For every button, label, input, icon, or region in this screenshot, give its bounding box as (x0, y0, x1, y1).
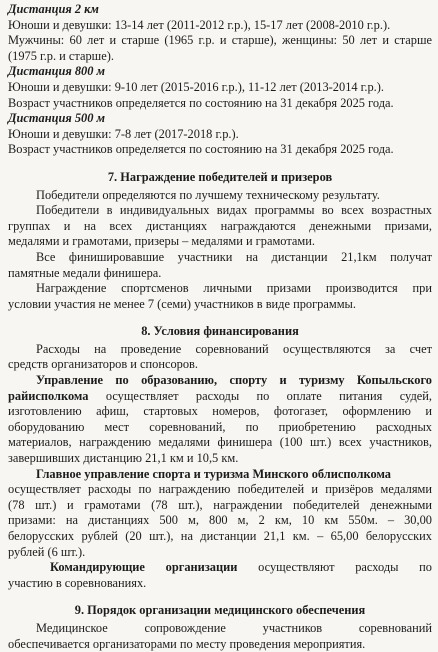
distance-line: Мужчины: 60 лет и старше (1965 г.р. и старше), женщины: 50 лет и старше (8, 33, 432, 48)
paragraph-line: Медицинское сопровождение участников соревнований (36, 620, 432, 635)
paragraph-line (8, 467, 432, 483)
distance-line: Возраст участников определяется по состоянию на 31 декабря 2025 года. (8, 95, 394, 110)
organization-name: Управление по образованию, спорту и туризму Копыльского (36, 373, 432, 388)
paragraph-line: условии участия не менее 7 (семи) участников в виде программы. (8, 296, 356, 311)
paragraph-line: Награждение спортсменов личными призами производится при (36, 281, 432, 296)
section-awards (8, 170, 432, 312)
distance-title: Дистанция 500 м (8, 111, 106, 126)
organization-name: Командирующие организации (50, 560, 238, 575)
section-financing (8, 324, 432, 591)
paragraph-line (8, 389, 432, 405)
distance-title: Дистанция 2 км (8, 2, 99, 16)
distance-line: Возраст участников определяется по состоянию на 31 декабря 2025 года. (8, 142, 394, 157)
paragraph-line: памятные медали финишера. (8, 265, 162, 280)
section-heading: 8. Условия финансирования (141, 324, 299, 339)
paragraph-line: призами: на дистанциях 500 м, 800 м, 2 км, 10 км 550м. – 30,00 (8, 513, 432, 528)
paragraph-line: осуществляет расходы по награждению победителей и призёров медалями (8, 482, 432, 497)
paragraph-line (8, 373, 432, 389)
distance-line: Юноши и девушки: 9-10 лет (2015-2016 г.р.), 11-12 лет (2013-2014 г.р.). (8, 79, 384, 94)
paragraph-line: оборудованию мест соревнований, по приобретению расходных (8, 419, 432, 434)
distance-line: Юноши и девушки: 13-14 лет (2011-2012 г.р.), 15-17 лет (2008-2010 г.р.). (8, 17, 391, 32)
distance-line: Юноши и девушки: 7-8 лет (2017-2018 г.р.). (8, 126, 239, 141)
paragraph-text: осуществляют расходы по (237, 560, 433, 575)
paragraph-line: Все финишировавшие участники на дистанции 21,1км получат (36, 249, 432, 264)
paragraph-line: Расходы на проведение соревнований осуществляются за счет (36, 341, 432, 356)
paragraph-line: белорусских рублей (20 шт.), на дистанции 21,1 км. – 65,00 белорусских (8, 529, 432, 543)
paragraph-line: изготовлению афиш, стартовых номеров, фотогазет, оформлению и (8, 404, 432, 419)
paragraph-line: завершивших дистанцию 21,1 км и 10,5 км. (8, 451, 239, 466)
section-heading: 7. Награждение победителей и призеров (107, 169, 333, 184)
paragraph-line: Победители в индивидуальных видах программы во всех возрастных (36, 203, 432, 218)
distance-500m-block (8, 111, 432, 158)
organization-name: райисполкома (8, 388, 89, 403)
section-heading: 9. Порядок организации медицинского обеспечения (74, 603, 366, 618)
paragraph-text: осуществляет расходы по оплате питания судей, (88, 388, 432, 403)
paragraph-line: группах и на всех дистанциях награждаются денежными призами, (8, 218, 432, 233)
paragraph-line: медалями и грамотами, призеры – медалями и грамотами. (8, 234, 315, 249)
section-medical (8, 603, 432, 652)
paragraph-line: участию в соревнованиях. (8, 575, 147, 590)
distance-line: (1975 г.р. и старше). (8, 48, 114, 63)
distance-2km-block (8, 2, 432, 64)
paragraph-line (8, 560, 432, 576)
paragraph-line: обеспечивается организаторами по месту проведения мероприятия. (8, 636, 366, 651)
organization-name: Главное управление спорта и туризма Минского облисполкома (36, 466, 391, 481)
paragraph-line: (78 шт.) и грамотами (78 шт.), награждении победителей денежными (8, 497, 432, 512)
paragraph-line: материалов, награждению медалями финишера (100 шт.) всех участников, (8, 435, 432, 450)
paragraph-line: средств организаторов и спонсоров. (8, 357, 199, 372)
distance-800m-block (8, 64, 432, 111)
distance-title: Дистанция 800 м (8, 64, 106, 79)
paragraph: Победители определяются по лучшему техническому результату. (36, 187, 380, 202)
paragraph-line: рублей (6 шт.). (8, 544, 86, 559)
